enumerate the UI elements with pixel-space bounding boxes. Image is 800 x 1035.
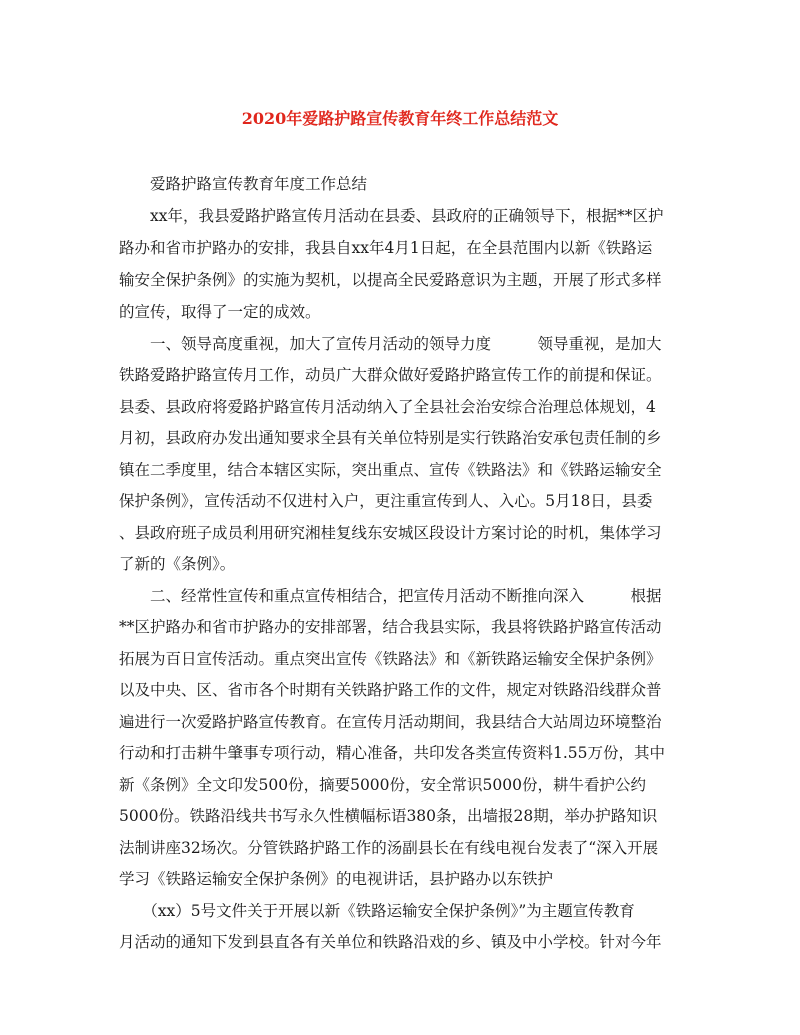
text-line: 镇在二季度里，结合本辖区实际，突出重点、宣传《铁路法》和《铁路运输安全 xyxy=(119,461,662,479)
text-line: 县委、县政府将爱路护路宣传月活动纳入了全县社会治安综合治理总体规划，4 xyxy=(119,398,656,416)
text-line: 了新的《条例》。 xyxy=(119,555,236,573)
text-line: 输安全保护条例》的实施为契机，以提高全民爱路意识为主题，开展了形式多样 xyxy=(119,271,662,289)
text-line: 路办和省市护路办的安排，我县自xx年4月1日起，在全县范围内以新《铁路运 xyxy=(119,239,653,257)
text-line: 5000份。铁路沿线共书写永久性横幅标语380条，出墙报28期，举办护路知识 xyxy=(119,807,658,825)
text-line: 的宣传，取得了一定的成效。 xyxy=(119,303,321,321)
text-line: （xx）5号文件关于开展以新《铁路运输安全保护条例》”为主题宣传教育 xyxy=(119,902,635,920)
text-line: 月活动的通知下发到县直各有关单位和铁路沿戏的乡、镇及中小学校。针对今年 xyxy=(119,933,662,951)
text-line: 遍进行一次爱路护路宣传教育。在宣传月活动期间，我县结合大站周边环境整治 xyxy=(119,713,662,731)
text-line: 以及中央、区、省市各个时期有关铁路护路工作的文件，规定对铁路沿线群众普 xyxy=(119,681,662,699)
text-line: 爱路护路宣传教育年度工作总结 xyxy=(119,175,368,193)
text-line: 保护条例》，宣传活动不仅进村入户，更注重宣传到人、入心。5月18日，县委 xyxy=(119,492,653,510)
text-line: xx年，我县爱路护路宣传月活动在县委、县政府的正确领导下，根据**区护 xyxy=(119,207,664,225)
text-line: 、县政府班子成员利用研究湘桂复线东安城区段设计方案讨论的时机，集体学习 xyxy=(119,524,662,542)
text-line: **区护路办和省市护路办的安排部署，结合我县实际，我县将铁路护路宣传活动 xyxy=(119,618,662,636)
text-line: 一、领导高度重视，加大了宣传月活动的领导力度 领导重视，是加大 xyxy=(119,335,662,353)
text-line: 拓展为百日宣传活动。重点突出宣传《铁路法》和《新铁路运输安全保护条例》 xyxy=(119,650,662,668)
text-line: 新《条例》全文印发500份，摘要5000份，安全常识5000份，耕牛看护公约 xyxy=(119,776,646,794)
text-line: 铁路爱路护路宣传月工作，动员广大群众做好爱路护路宣传工作的前提和保证。 xyxy=(119,366,662,384)
text-line: 月初，县政府办发出通知要求全县有关单位特别是实行铁路治安承包责任制的乡 xyxy=(119,429,662,447)
text-line: 法制讲座32场次。分管铁路护路工作的汤副县长在有线电视台发表了“深入开展 xyxy=(119,839,659,857)
text-line: 学习《铁路运输安全保护条例》的电视讲话，县护路办以东铁护 xyxy=(119,870,554,888)
text-line: 二、经常性宣传和重点宣传相结合，把宣传月活动不断推向深入 根据 xyxy=(119,587,662,605)
document-title: 2020年爱路护路宣传教育年终工作总结范文 xyxy=(241,109,559,128)
text-line: 行动和打击耕牛肇事专项行动，精心准备，共印发各类宣传资料1.55万份，其中 xyxy=(119,744,666,762)
